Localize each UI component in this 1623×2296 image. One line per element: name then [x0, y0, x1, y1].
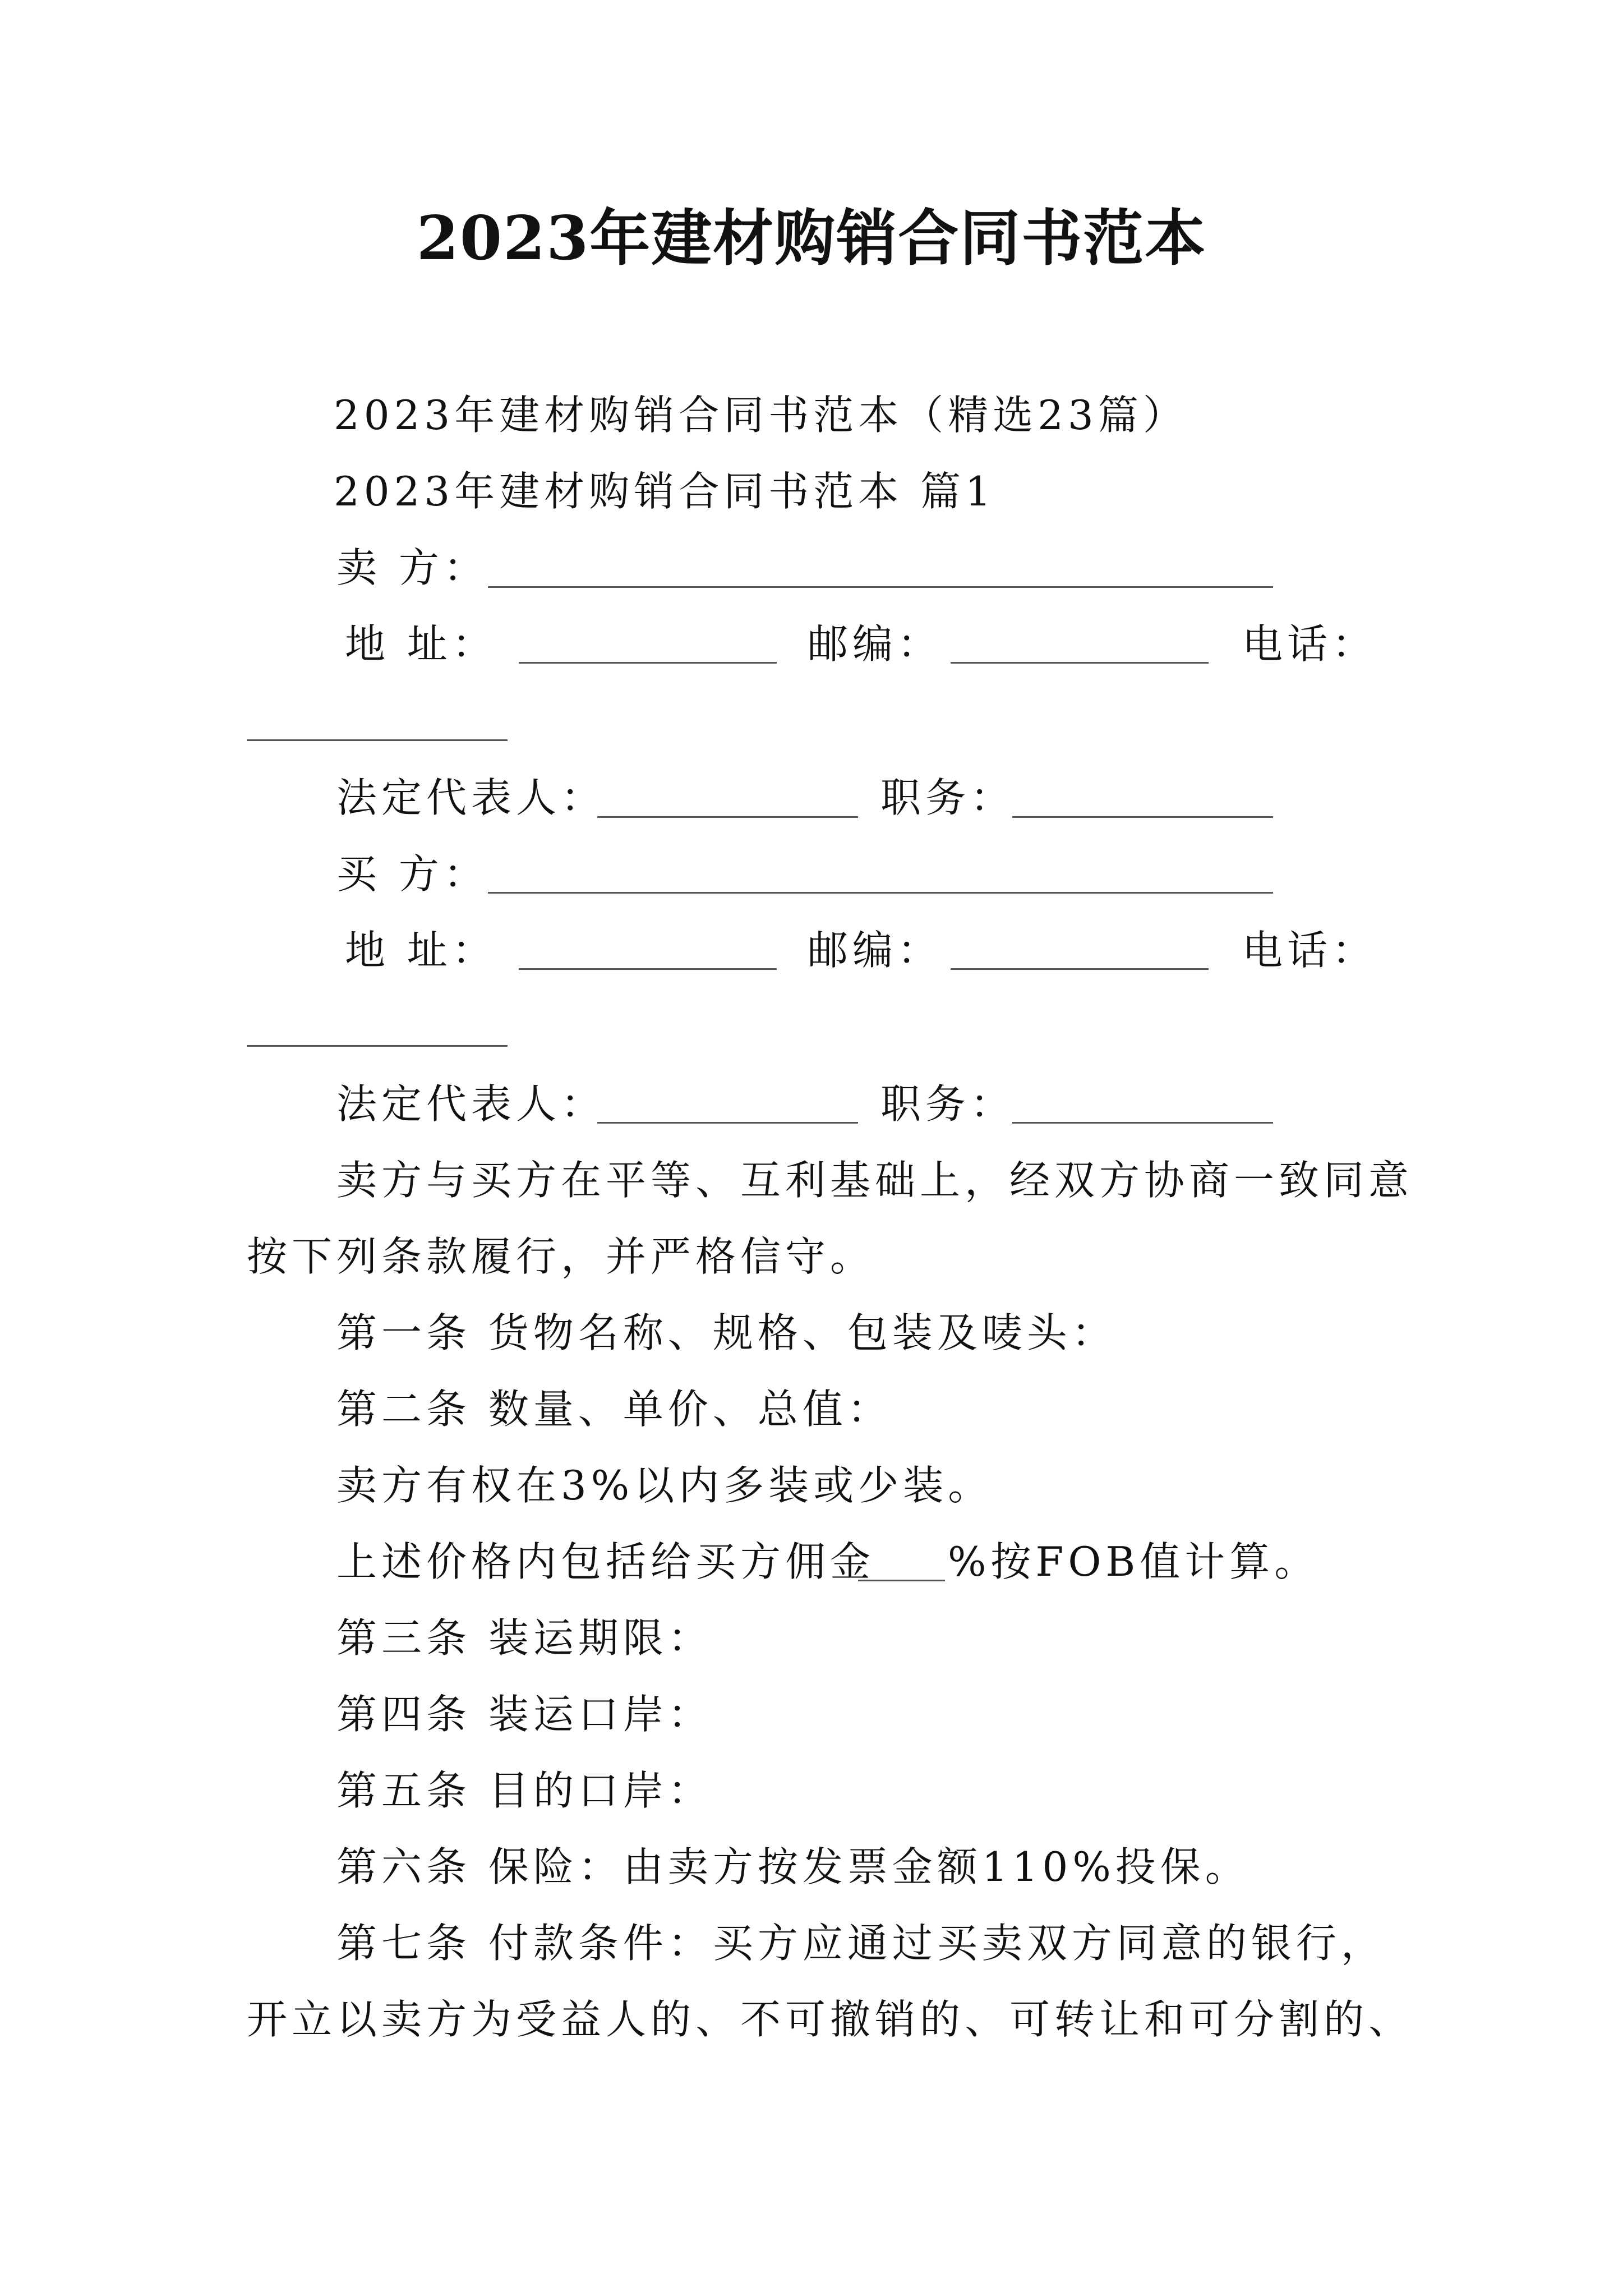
seller-phone-blank[interactable]	[247, 739, 508, 741]
buyer-party-label: 买 方：	[336, 850, 488, 898]
buyer-position-blank[interactable]	[1012, 1122, 1273, 1124]
section-heading: 2023年建材购销合同书范本 篇1	[334, 468, 995, 515]
seller-phone-label: 电话：	[1242, 620, 1377, 668]
document-title: 2023年建材购销合同书范本	[416, 203, 1207, 274]
article-2-note-2-pre: 上述价格内包括给买方佣金	[336, 1538, 875, 1585]
seller-party-row	[336, 540, 488, 596]
article-2-note-1: 卖方有权在3%以内多装或少装。	[336, 1462, 993, 1509]
buyer-legal-rep-blank[interactable]	[597, 1122, 858, 1124]
buyer-phone-blank[interactable]	[247, 1045, 508, 1047]
article-3: 第三条 装运期限：	[336, 1614, 713, 1662]
buyer-phone-label: 电话：	[1242, 927, 1377, 974]
buyer-address-label: 地 址：	[345, 927, 497, 974]
seller-position-blank[interactable]	[1012, 816, 1273, 818]
article-6: 第六条 保险：由卖方按发票金额110%投保。	[336, 1843, 1250, 1890]
seller-address-label: 地 址：	[345, 620, 497, 668]
commission-blank[interactable]	[858, 1580, 945, 1581]
intro-line-2: 按下列条款履行，并严格信守。	[247, 1233, 875, 1280]
seller-legal-rep-label: 法定代表人：	[336, 774, 606, 821]
intro-line-1: 卖方与买方在平等、互利基础上，经双方协商一致同意	[336, 1157, 1414, 1204]
seller-postcode-blank[interactable]	[951, 662, 1209, 664]
article-7-line-2: 开立以卖方为受益人的、不可撤销的、可转让和可分割的、	[247, 1996, 1414, 2043]
article-5: 第五条 目的口岸：	[336, 1767, 713, 1814]
seller-position-label: 职务：	[880, 774, 1016, 821]
seller-name-blank[interactable]	[488, 586, 1273, 588]
buyer-postcode-label: 邮编：	[808, 927, 943, 974]
article-1: 第一条 货物名称、规格、包装及唛头：	[336, 1309, 1117, 1356]
buyer-position-label: 职务：	[880, 1080, 1016, 1128]
article-2: 第二条 数量、单价、总值：	[336, 1386, 892, 1433]
buyer-postcode-blank[interactable]	[951, 968, 1209, 970]
seller-address-blank[interactable]	[519, 662, 777, 664]
seller-postcode-label: 邮编：	[808, 620, 943, 668]
seller-legal-rep-blank[interactable]	[597, 816, 858, 818]
buyer-name-blank[interactable]	[488, 892, 1273, 894]
buyer-address-blank[interactable]	[519, 968, 777, 970]
buyer-legal-rep-label: 法定代表人：	[336, 1080, 606, 1128]
document-subtitle: 2023年建材购销合同书范本（精选23篇）	[334, 392, 1188, 439]
article-2-note-2-post: %按FOB值计算。	[948, 1538, 1320, 1585]
article-7-line-1: 第七条 付款条件：买方应通过买卖双方同意的银行，	[336, 1920, 1386, 1967]
article-4: 第四条 装运口岸：	[336, 1691, 713, 1738]
seller-party-label: 卖 方：	[336, 544, 488, 591]
